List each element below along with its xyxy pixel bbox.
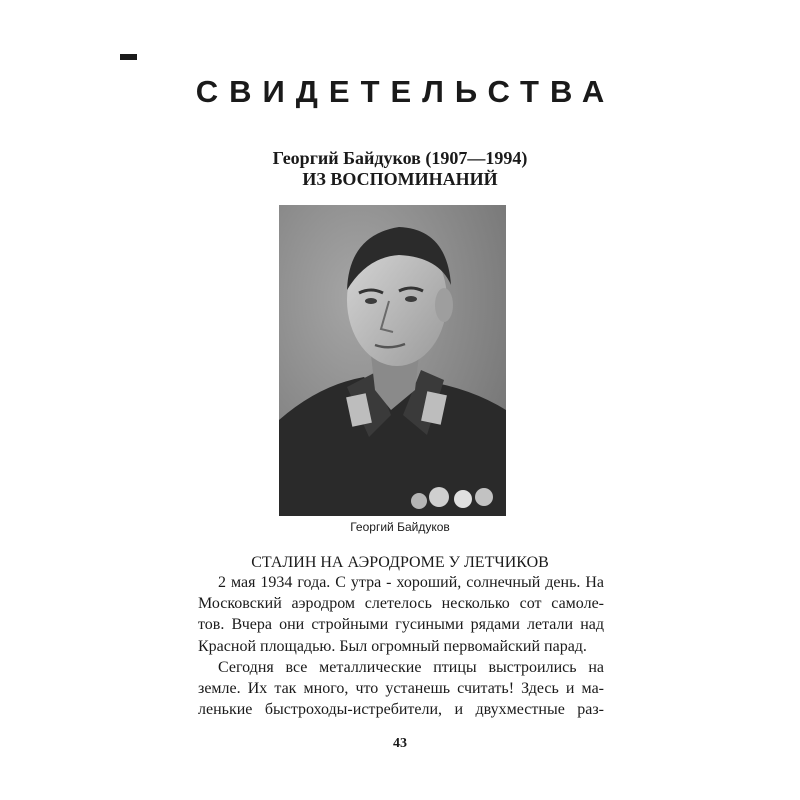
portrait-photo bbox=[279, 205, 506, 516]
author-heading: Георгий Байдуков (1907—1994) bbox=[272, 148, 528, 168]
body-line: Московский аэродром слетелось несколько сот самоле- bbox=[198, 595, 604, 613]
corner-mark bbox=[120, 54, 137, 60]
photo-caption: Георгий Байдуков bbox=[350, 520, 450, 534]
body-line: 2 мая 1934 года. С утра - хороший, солнечный день. На bbox=[218, 574, 604, 591]
body-line: земле. Их так много, что устанешь считать! Здесь и ма- bbox=[198, 680, 604, 698]
body-line: Сегодня все металлические птицы выстроились на bbox=[218, 658, 604, 676]
story-heading: СТАЛИН НА АЭРОДРОМЕ У ЛЕТЧИКОВ bbox=[251, 554, 549, 571]
section-title: СВИДЕТЕЛЬСТВА bbox=[195, 74, 616, 109]
body-line: тов. Вчера они стройными гусиными рядами летали над bbox=[198, 616, 604, 634]
page-number: 43 bbox=[393, 736, 407, 751]
body-text bbox=[198, 572, 604, 720]
body-line: Красной площадью. Был огромный первомайский парад. bbox=[198, 637, 587, 655]
article-subtitle: ИЗ ВОСПОМИНАНИЙ bbox=[302, 169, 498, 189]
body-line: ленькие быстроходы-истребители, и двухместные раз- bbox=[198, 701, 604, 719]
